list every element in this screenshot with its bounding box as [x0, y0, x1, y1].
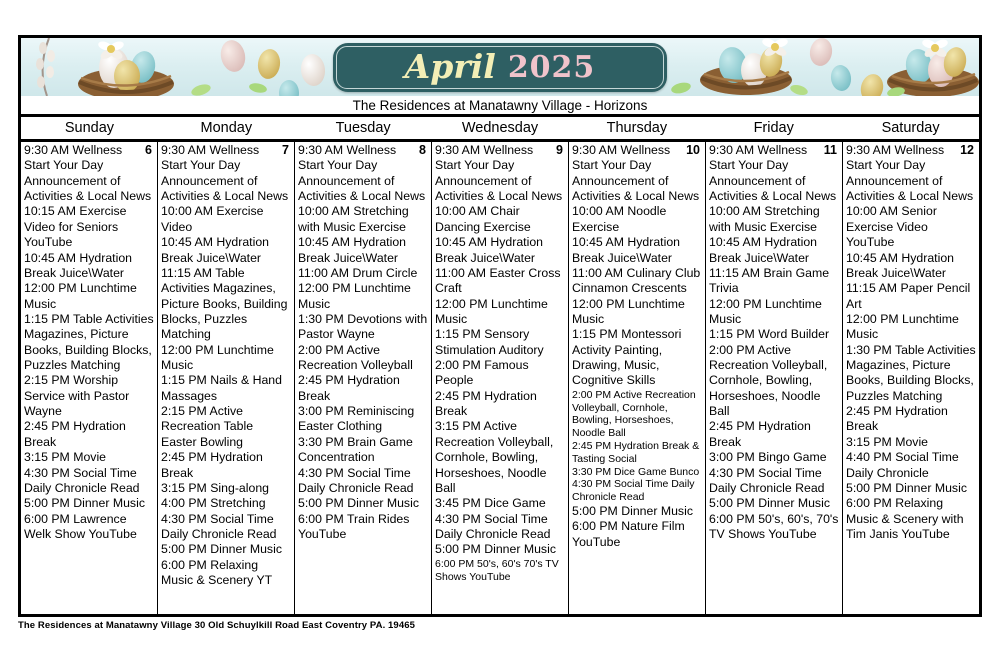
- activity-item: 5:00 PM Dinner Music: [435, 542, 556, 557]
- activity-item: 5:00 PM Dinner Music: [572, 503, 693, 518]
- day-cell-thursday: [569, 142, 706, 614]
- activity-item: 10:00 AM Senior Exercise Video YouTube: [846, 204, 937, 250]
- activity-item: 6:00 PM Nature Film YouTube: [572, 519, 685, 549]
- activity-item: 6:00 PM Train Rides YouTube: [298, 511, 410, 541]
- activity-item: 10:45 AM Hydration Break Juice\Water: [24, 250, 132, 280]
- activity-item: 10:00 AM Chair Dancing Exercise: [435, 204, 531, 234]
- day-cell-wednesday: [432, 142, 569, 614]
- date-number: 10: [686, 143, 700, 157]
- activity-item: 10:00 AM Noodle Exercise: [572, 204, 667, 234]
- activity-item: 2:45 PM Hydration Break: [161, 450, 263, 480]
- activity-item: 10:45 AM Hydration Break Juice\Water: [435, 235, 543, 265]
- day-cell-saturday: [843, 142, 979, 614]
- activity-item: 9:30 AM Wellness Start Your Day Announcement of Activities & Local News: [709, 143, 837, 204]
- activity-item: 9:30 AM Wellness Start Your Day Announcement of Activities & Local News: [435, 143, 563, 204]
- year-label: 2025: [507, 49, 596, 85]
- willow-branch-icon: [36, 38, 55, 96]
- calendar-header: [21, 38, 979, 96]
- weekday-header-tuesday: Tuesday: [335, 120, 391, 136]
- activity-item: 10:45 AM Hydration Break Juice\Water: [846, 250, 954, 280]
- weekday-header-friday: Friday: [753, 120, 794, 136]
- month-label: April: [404, 46, 496, 86]
- activity-item: 4:30 PM Social Time Daily Chronicle Read: [161, 511, 277, 541]
- activity-item: 2:45 PM Hydration Break: [709, 419, 811, 449]
- weekday-header-row: [21, 114, 979, 142]
- activity-item: 1:30 PM Devotions with Pastor Wayne: [298, 311, 428, 342]
- scattered-eggs-icon: [190, 38, 327, 96]
- activity-item: 4:30 PM Social Time Daily Chronicle Read: [709, 465, 825, 495]
- activity-item: 3:30 PM Brain Game Concentration: [298, 434, 413, 465]
- activity-item: 12:00 PM Lunchtime Music: [572, 296, 685, 326]
- activity-item: 11:15 AM Brain Game Trivia: [709, 265, 830, 296]
- date-number: 8: [419, 143, 426, 157]
- weekday-header-thursday: Thursday: [606, 120, 668, 136]
- activity-item: 12:00 PM Lunchtime Music: [298, 281, 411, 311]
- activity-item: 3:15 PM Movie: [846, 434, 929, 449]
- day-cell-monday: [158, 142, 295, 614]
- activity-item: 3:15 PM Movie: [24, 450, 107, 465]
- activity-item: 9:30 AM Wellness Start Your Day Announcement of Activities & Local News: [846, 143, 974, 204]
- date-number: 7: [282, 143, 289, 157]
- activity-item: 1:15 PM Nails & Hand Massages: [161, 373, 282, 403]
- activity-item: 1:15 PM Table Activities Magazines, Picture Books, Building Blocks, Puzzles Matching: [24, 311, 154, 373]
- activity-item: 9:30 AM Wellness Start Your Day Announcement of Activities & Local News: [161, 143, 289, 204]
- activity-item: 2:15 PM Active Recreation Table Easter Bowling: [161, 404, 254, 449]
- activity-item: 5:00 PM Dinner Music: [161, 542, 282, 557]
- weekday-header-saturday: Saturday: [881, 120, 940, 136]
- activity-item: 3:00 PM Bingo Game: [709, 450, 827, 465]
- activity-item: 1:30 PM Table Activities Magazines, Picture Books, Building Blocks, Puzzles Matching: [846, 342, 976, 403]
- activity-item: 12:00 PM Lunchtime Music: [161, 342, 274, 373]
- activity-item: 4:00 PM Stretching: [161, 496, 266, 511]
- activity-item: 5:00 PM Dinner Music: [709, 496, 830, 511]
- activity-item: 2:45 PM Hydration Break: [846, 404, 948, 434]
- activity-item: 12:00 PM Lunchtime Music: [846, 311, 959, 342]
- activity-item: 12:00 PM Lunchtime Music: [435, 296, 548, 326]
- date-number: 11: [823, 143, 837, 157]
- activity-item: 2:45 PM Hydration Break: [298, 373, 400, 403]
- activity-item: 9:30 AM Wellness Start Your Day Announcement of Activities & Local News: [298, 143, 426, 204]
- activity-item: 4:30 PM Social Time Daily Chronicle Read: [24, 465, 140, 495]
- activity-item: 4:30 PM Social Time Daily Chronicle Read: [435, 511, 551, 541]
- activity-item: 10:15 AM Exercise Video for Seniors YouTube: [24, 204, 127, 250]
- activity-item: 5:00 PM Dinner Music: [846, 480, 967, 495]
- weekday-header-monday: Monday: [200, 120, 253, 136]
- activity-item: 10:45 AM Hydration Break Juice\Water: [298, 235, 406, 265]
- activity-item: 6:00 PM Relaxing Music & Scenery with Tim Janis YouTube: [846, 496, 964, 541]
- activity-item: 4:40 PM Social Time Daily Chronicle: [846, 450, 959, 480]
- activity-item: 11:00 AM Culinary Club Cinnamon Crescents: [572, 265, 701, 296]
- activity-item: 3:00 PM Reminiscing Easter Clothing: [298, 404, 415, 434]
- easter-nest-icon: [887, 38, 979, 96]
- activity-item: 11:00 AM Easter Cross Craft: [435, 265, 561, 296]
- activity-item: 5:00 PM Dinner Music: [298, 496, 419, 511]
- activity-item: 10:45 AM Hydration Break Juice\Water: [161, 235, 269, 265]
- activity-item: 1:15 PM Montessori Activity Painting, Drawing, Music, Cognitive Skills: [572, 327, 682, 388]
- activity-item: 3:15 PM Active Recreation Volleyball, Cornhole, Bowling, Horseshoes, Noodle Ball: [435, 419, 554, 495]
- activity-item: 3:30 PM Dice Game Bunco: [572, 465, 700, 478]
- day-cell-sunday: [21, 142, 158, 614]
- activity-item: 4:30 PM Social Time Daily Chronicle Read: [298, 465, 414, 495]
- easter-nest-icon: [700, 38, 792, 95]
- activity-item: 11:15 AM Table Activities Magazines, Picture Books, Building Blocks, Puzzles Matching: [161, 265, 288, 342]
- activity-item: 6:00 PM 50's, 60's 70's TV Shows YouTube: [435, 557, 559, 583]
- activity-item: 4:30 PM Social Time Daily Chronicle Read: [572, 478, 695, 504]
- facility-subtitle: The Residences at Manatawny Village - Horizons: [21, 96, 979, 114]
- easter-nest-icon: [78, 40, 174, 96]
- calendar-grid: [21, 142, 979, 614]
- activity-item: 10:00 AM Stretching with Music Exercise: [298, 204, 409, 234]
- date-number: 6: [145, 143, 152, 157]
- activity-item: 6:00 PM Lawrence Welk Show YouTube: [24, 511, 137, 541]
- activity-item: 3:15 PM Sing-along: [161, 480, 270, 495]
- date-number: 12: [960, 143, 974, 157]
- activity-item: 12:00 PM Lunchtime Music: [709, 296, 822, 326]
- activity-item: 12:00 PM Lunchtime Music: [24, 281, 137, 311]
- date-number: 9: [556, 143, 563, 157]
- month-banner: [333, 43, 667, 92]
- day-cell-friday: [706, 142, 843, 614]
- weekday-header-wednesday: Wednesday: [461, 120, 539, 136]
- activity-item: 9:30 AM Wellness Start Your Day Announcement of Activities & Local News: [572, 143, 700, 204]
- day-cell-tuesday: [295, 142, 432, 614]
- activity-item: 2:00 PM Active Recreation Volleyball, Cornhole, Bowling, Horseshoes, Noodle Ball: [709, 342, 828, 419]
- activity-item: 2:45 PM Hydration Break: [435, 388, 537, 419]
- activity-item: 10:00 AM Exercise Video: [161, 204, 264, 234]
- activity-item: 11:00 AM Drum Circle: [298, 265, 418, 280]
- activity-item: 10:00 AM Stretching with Music Exercise: [709, 204, 820, 234]
- activity-item: 2:45 PM Hydration Break & Tasting Social: [572, 439, 700, 465]
- activity-item: 10:45 AM Hydration Break Juice\Water: [709, 235, 817, 265]
- activity-item: 2:00 PM Famous People: [435, 358, 529, 388]
- footer-address: The Residences at Manatawny Village 30 Old Schuylkill Road East Coventry PA. 19465: [18, 620, 415, 631]
- activity-item: 2:00 PM Active Recreation Volleyball: [298, 342, 413, 373]
- activity-item: 11:15 AM Paper Pencil Art: [846, 281, 971, 311]
- activity-item: 10:45 AM Hydration Break Juice\Water: [572, 235, 680, 265]
- activity-item: 2:00 PM Active Recreation Volleyball, Cornhole, Bowling, Horseshoes, Noodle Ball: [572, 388, 696, 440]
- activity-item: 5:00 PM Dinner Music: [24, 496, 145, 511]
- activity-item: 1:15 PM Sensory Stimulation Auditory: [435, 327, 544, 357]
- activity-item: 1:15 PM Word Builder: [709, 327, 830, 342]
- weekday-header-sunday: Sunday: [64, 120, 115, 136]
- activity-item: 2:45 PM Hydration Break: [24, 419, 126, 449]
- activity-item: 3:45 PM Dice Game: [435, 496, 546, 511]
- activity-item: 6:00 PM Relaxing Music & Scenery YT: [161, 557, 273, 588]
- activity-calendar: [18, 35, 982, 617]
- activity-item: 9:30 AM Wellness Start Your Day Announcement of Activities & Local News: [24, 143, 152, 204]
- activity-item: 2:15 PM Worship Service with Pastor Wayne: [24, 373, 130, 419]
- activity-item: 6:00 PM 50's, 60's, 70's TV Shows YouTube: [709, 511, 839, 541]
